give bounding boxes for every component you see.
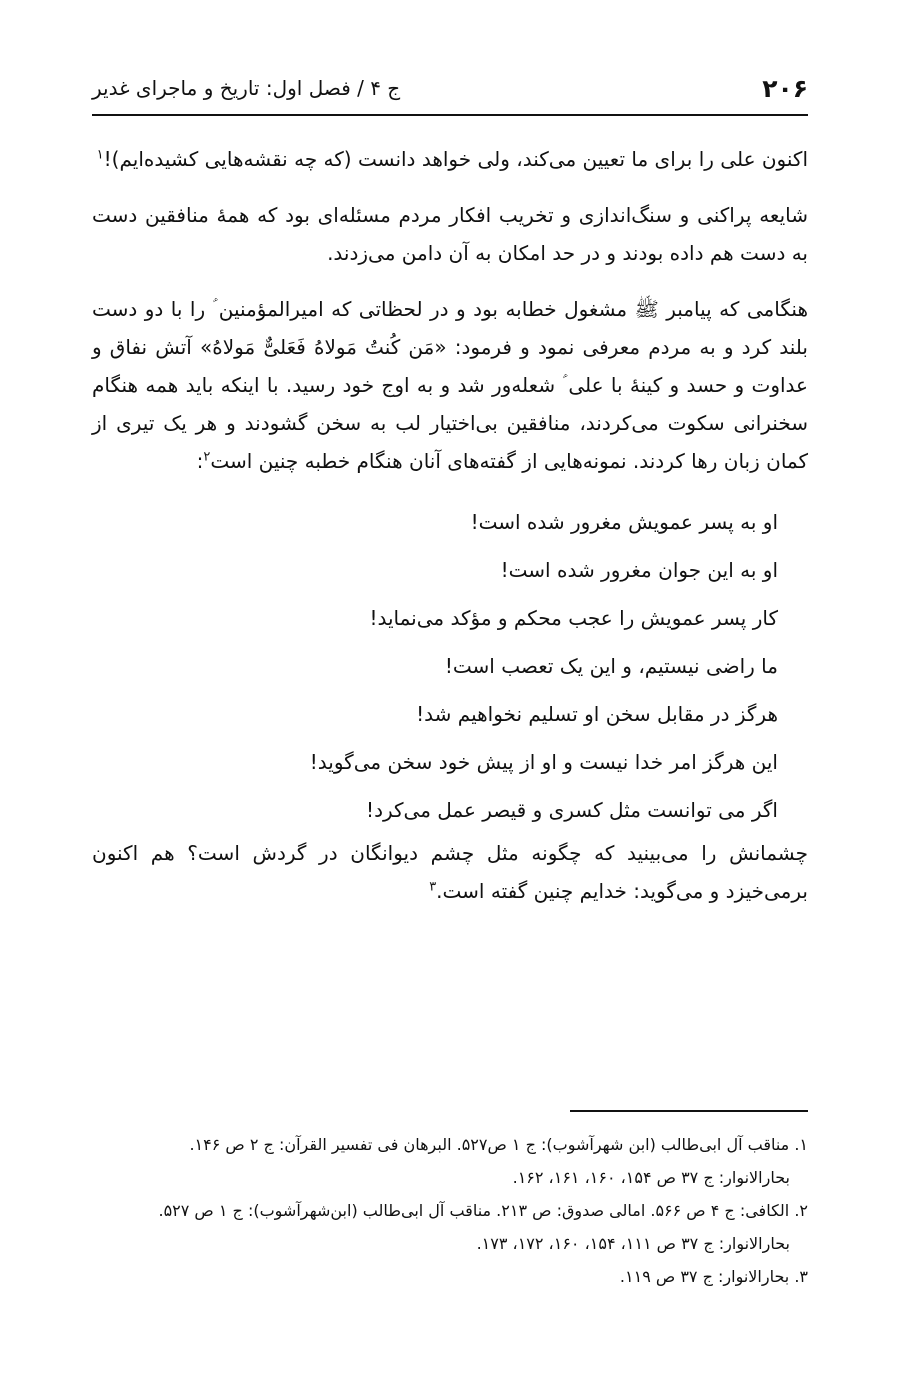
quote-line: اگر می توانست مثل کسری و قیصر عمل می‌کرد! [366, 798, 778, 822]
footnote-1-line-2: بحارالانوار: ج ۳۷ ص ۱۵۴، ۱۶۰، ۱۶۱، ۱۶۲. [512, 1168, 790, 1187]
quote-line: او به پسر عمویش مغرور شده است! [470, 510, 778, 534]
footnote-2-line-1: ۲. الکافی: ج ۴ ص ۵۶۶. امالی صدوق: ص ۲۱۳. مناقب آل ابی‌طالب (ابن‌شهرآشوب): ج ۱ ص ۵۲۷. [158, 1201, 808, 1220]
footnote-ref-2: ۲ [203, 449, 211, 465]
footnote-3 [92, 1260, 808, 1293]
quote-line: او به این جوان مغرور شده است! [500, 558, 778, 582]
paragraph-3 [92, 290, 808, 480]
paragraph-2: شایعه پراکنی و سنگ‌اندازی و تخریب افکار مردم مسئله‌ای بود که همهٔ منافقین دست به دست هم داده بودند و در حد امکان به آن دامن می‌زدند. [92, 203, 808, 265]
quote-line: کار پسر عمویش را عجب محکم و مؤکد می‌نماید! [369, 606, 778, 630]
footnote-separator [570, 1110, 808, 1112]
paragraph-1-text: اکنون علی را برای ما تعیین می‌کند، ولی خواهد دانست (که چه نقشه‌هایی کشیده‌ایم)! [103, 147, 808, 171]
footnote-2-line-2: بحارالانوار: ج ۳۷ ص ۱۱۱، ۱۵۴، ۱۶۰، ۱۷۲، ۱۷۳. [476, 1234, 790, 1253]
footnote-3-line-1: ۳. بحارالانوار: ج ۳۷ ص ۱۱۹. [619, 1267, 808, 1286]
quote-line: این هرگز امر خدا نیست و او از پیش خود سخن می‌گوید! [309, 750, 778, 774]
paragraph-4 [92, 834, 808, 910]
quote-line: ما راضی نیستیم، و این یک تعصب است! [444, 654, 778, 678]
quoted-remarks [92, 498, 778, 834]
paragraph-3-colon: : [196, 449, 204, 473]
paragraph-4-text: چشمانش را می‌بینید که چگونه مثل چشم دیوانگان در گردش است؟ هم اکنون برمی‌خیزد و می‌گوید: خدایم چنین گفته است. [92, 841, 808, 903]
paragraph-1 [92, 140, 808, 178]
footnote-ref-3: ۳ [429, 879, 437, 895]
page-number: ۲۰۶ [762, 74, 808, 103]
quote-line: هرگز در مقابل سخن او تسلیم نخواهیم شد! [416, 702, 778, 726]
footnotes [92, 1128, 808, 1293]
running-head: ج ۴ / فصل اول: تاریخ و ماجرای غدیر [92, 76, 401, 100]
header-rule [92, 114, 808, 116]
footnote-1-line-1: ۱. مناقب آل ابی‌طالب (ابن شهرآشوب): ج ۱ ص۵۲۷. البرهان فی تفسیر القرآن: ج ۲ ص ۱۴۶. [189, 1135, 808, 1154]
main-text [92, 140, 808, 928]
paragraph-3-text: هنگامی که پیامبر ﷺ مشغول خطابه بود و در لحظاتی که امیرالمؤمنین ؑ را با دو دست بلند کرد و به مردم معرفی نمود و فرمود: «مَن کُنتُ مَولاهُ فَعَلیٌّ مَولاهُ» آتش نفاق و عداوت و حسد و کینهٔ با علی ؑ شعله‌ور شد و به اوج خود رسید. با اینکه باید همه هنگام سخنرانی سکوت می‌کردند، منافقین بی‌اختیار لب به سخن گشودند و هر یک تیری از کمان زبان رها کردند. نمونه‌هایی از گفته‌های آنان هنگام خطبه چنین است [92, 297, 808, 473]
footnote-2 [92, 1194, 808, 1260]
footnote-ref-1: ۱ [96, 147, 104, 163]
page-header [92, 70, 808, 116]
footnote-1 [92, 1128, 808, 1194]
